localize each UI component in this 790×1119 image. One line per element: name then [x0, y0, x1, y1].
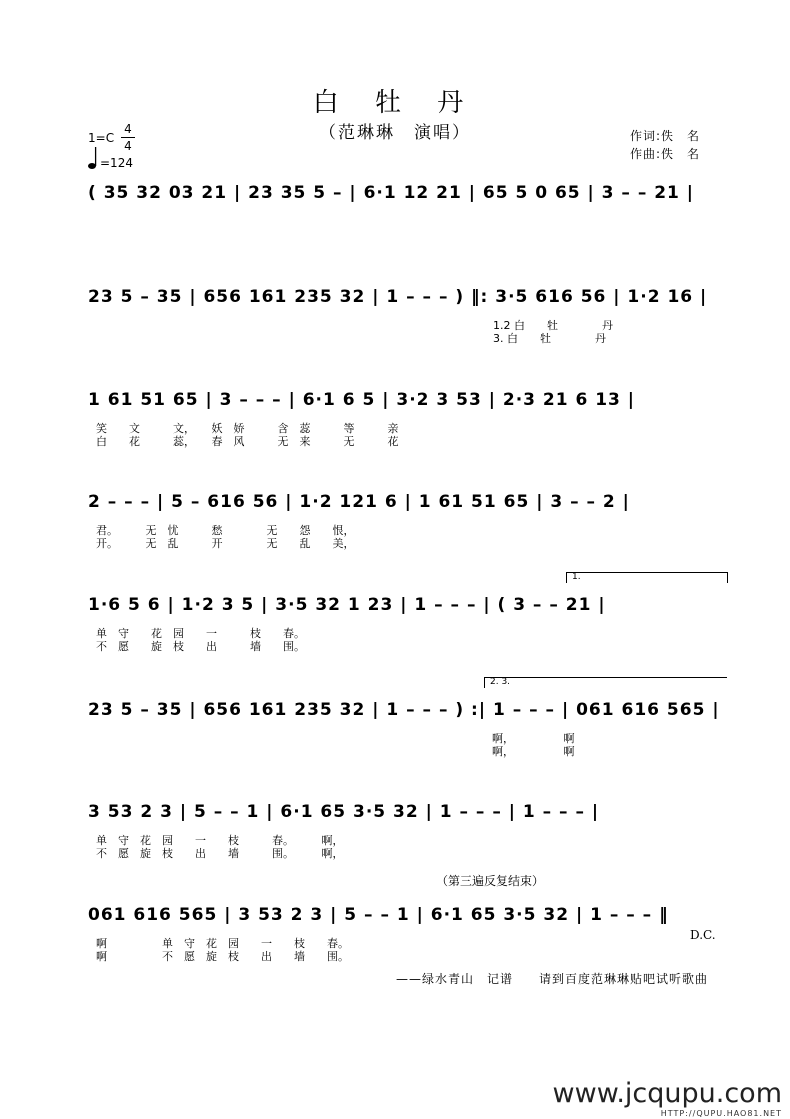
score-system-2	[88, 282, 728, 345]
score-system-8	[88, 874, 728, 963]
lyrics-verse-2: 白 花 蕊， 春 风 无 来 无 花	[96, 435, 399, 448]
lyricist-credit: 作词:佚 名	[630, 129, 701, 143]
time-signature-top: 4	[124, 122, 132, 136]
notation-line: 2 – – – | 5 – 616 56 | 1·2 121 6 | 1 61 51 65 | 3 – – 2 |	[88, 492, 630, 512]
repeat-end-annotation: （第三遍反复结束）	[436, 874, 545, 888]
composer-credit: 作曲:佚 名	[630, 147, 701, 161]
time-signature-bottom: 4	[124, 139, 132, 153]
da-capo-mark: D.C.	[690, 928, 716, 942]
score-system-7	[88, 797, 728, 860]
volta-bracket-line	[484, 677, 727, 688]
score-system-6	[88, 677, 728, 758]
notation-line: 1 61 51 65 | 3 – – – | 6·1 6 5 | 3·2 3 53 | 2·3 21 6 13 |	[88, 390, 636, 410]
volta-bracket-line	[566, 572, 728, 583]
lyrics-verse-2: 开。 无 乱 开 无 乱 美，	[96, 537, 355, 550]
transcriber-credit: ——绿水青山 记谱 请到百度范琳琳贴吧试听歌曲	[396, 972, 709, 986]
notation-line: 23 5 – 35 | 656 161 235 32 | 1 – – – ) :| 1 – – – | 061 616 565 |	[88, 700, 720, 720]
time-signature	[121, 121, 135, 154]
notation-line: 061 616 565 | 3 53 2 3 | 5 – – 1 | 6·1 65 3·5 32 | 1 – – – ‖	[88, 905, 669, 925]
song-title: 白 牡 丹	[312, 88, 478, 118]
notation-line: 23 5 – 35 | 656 161 235 32 | 1 – – – ) ‖: 3·5 616 56 | 1·2 16 |	[88, 287, 708, 307]
tempo-marking: =124	[100, 156, 133, 170]
score-system-5	[88, 572, 728, 653]
lyrics-verse-1: 1.2 白 牡 丹	[493, 319, 613, 332]
lyrics-verse-2: 啊 不 愿 旋 枝 出 墙 围。	[96, 950, 349, 963]
score-system-4	[88, 487, 728, 550]
notation-line: 1·6 5 6 | 1·2 3 5 | 3·5 32 1 23 | 1 – – – | ( 3 – – 21 |	[88, 595, 606, 615]
lyrics-verse-1: 啊 单 守 花 园 一 枝 春。	[96, 937, 349, 950]
site-watermark: www.jcqupu.com	[552, 1078, 782, 1109]
quarter-note-icon	[88, 146, 97, 170]
notation-line: 3 53 2 3 | 5 – – 1 | 6·1 65 3·5 32 | 1 – – – | 1 – – – |	[88, 802, 600, 822]
lyrics-verse-1: 君。 无 忧 愁 无 怨 恨，	[96, 524, 355, 537]
notation-line: ( 35 32 03 21 | 23 35 5 – | 6·1 12 21 | 65 5 0 65 | 3 – – 21 |	[88, 183, 695, 203]
lyrics-verse-2: 3. 白 牡 丹	[493, 332, 606, 345]
lyrics-verse-1: 笑 文 文， 妖 娇 含 蕊 等 亲	[96, 422, 399, 435]
volta-bracket-2: 2. 3.	[490, 677, 511, 687]
lyrics-verse-2: 不 愿 旋 枝 出 墙 围。 啊，	[96, 847, 344, 860]
score-system-3	[88, 385, 728, 448]
lyrics-verse-1: 啊， 啊	[492, 732, 575, 745]
performer-subtitle: （范琳琳 演唱）	[319, 123, 471, 143]
lyrics-verse-2: 啊， 啊	[492, 745, 575, 758]
lyrics-verse-1: 单 守 花 园 一 枝 春。 啊，	[96, 834, 344, 847]
site-watermark-url: HTTP://QUPU.HAO81.NET	[660, 1109, 782, 1118]
volta-bracket-1: 1.	[572, 572, 581, 582]
score-system-1	[88, 178, 728, 218]
lyrics-verse-2: 不 愿 旋 枝 出 墙 围。	[96, 640, 305, 653]
lyrics-verse-1: 单 守 花 园 一 枝 春。	[96, 627, 305, 640]
key-signature: 1=C	[88, 131, 115, 145]
